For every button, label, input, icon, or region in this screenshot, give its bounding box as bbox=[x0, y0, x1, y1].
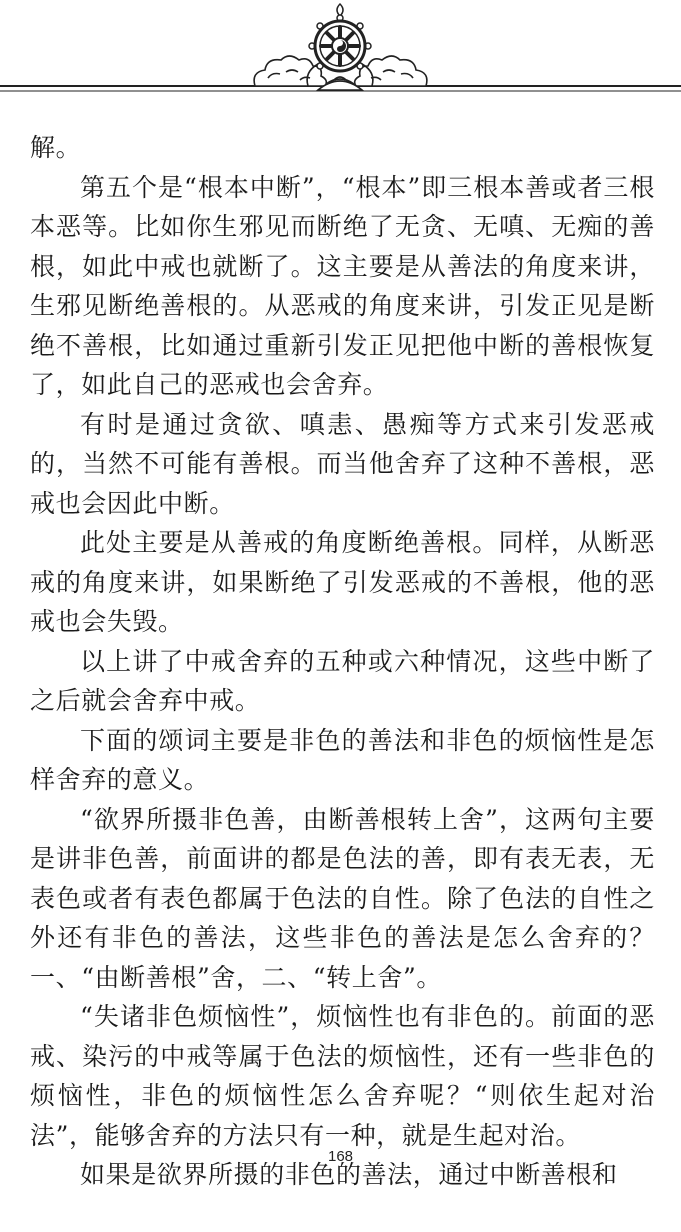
paragraph: “欲界所摄非色善，由断善根转上舍”，这两句主要是讲非色善，前面讲的都是色法的善，即有表无表，无表色或者有表色都属于色法的自性。除了色法的自性之外还有非色的善法，这些非色的善法是怎么舍弃的？一、“由断善根”舍，二、“转上舍”。 bbox=[30, 804, 655, 992]
page-number: 168 bbox=[327, 1148, 354, 1165]
paragraph: “失诸非色烦恼性”，烦恼性也有非色的。前面的恶戒、染污的中戒等属于色法的烦恼性，还有一些非色的烦恼性，非色的烦恼性怎么舍弃呢？“则依生起对治法”，能够舍弃的方法只有一种，就是生起对治。 bbox=[30, 1002, 655, 1150]
paragraph: 如果是欲界所摄的非色的善法，通过中断善根和 bbox=[80, 1160, 618, 1189]
paragraph: 以上讲了中戒舍弃的五种或六种情况，这些中断了之后就会舍弃中戒。 bbox=[30, 646, 655, 715]
paragraph: 下面的颂词主要是非色的善法和非色的烦恼性是怎样舍弃的意义。 bbox=[30, 725, 655, 794]
paragraph: 有时是通过贪欲、嗔恚、愚痴等方式来引发恶戒的，当然不可能有善根。而当他舍弃了这种不善根，恶戒也会因此中断。 bbox=[30, 409, 655, 518]
page-body bbox=[30, 128, 655, 1195]
dharma-wheel-icon bbox=[0, 0, 681, 110]
paragraph: 第五个是“根本中断”，“根本”即三根本善或者三根本恶等。比如你生邪见而断绝了无贪、无嗔、无痴的善根，如此中戒也就断了。这主要是从善法的角度来讲，生邪见断绝善根的。从恶戒的角度来讲，引发正见是断绝不善根，比如通过重新引发正见把他中断的善根恢复了，如此自己的恶戒也会舍弃。 bbox=[30, 172, 655, 399]
page-header-ornament bbox=[0, 0, 681, 110]
paragraph: 此处主要是从善戒的角度断绝善根。同样，从断恶戒的角度来讲，如果断绝了引发恶戒的不善根，他的恶戒也会失毁。 bbox=[30, 528, 655, 636]
paragraph: 解。 bbox=[30, 133, 82, 162]
